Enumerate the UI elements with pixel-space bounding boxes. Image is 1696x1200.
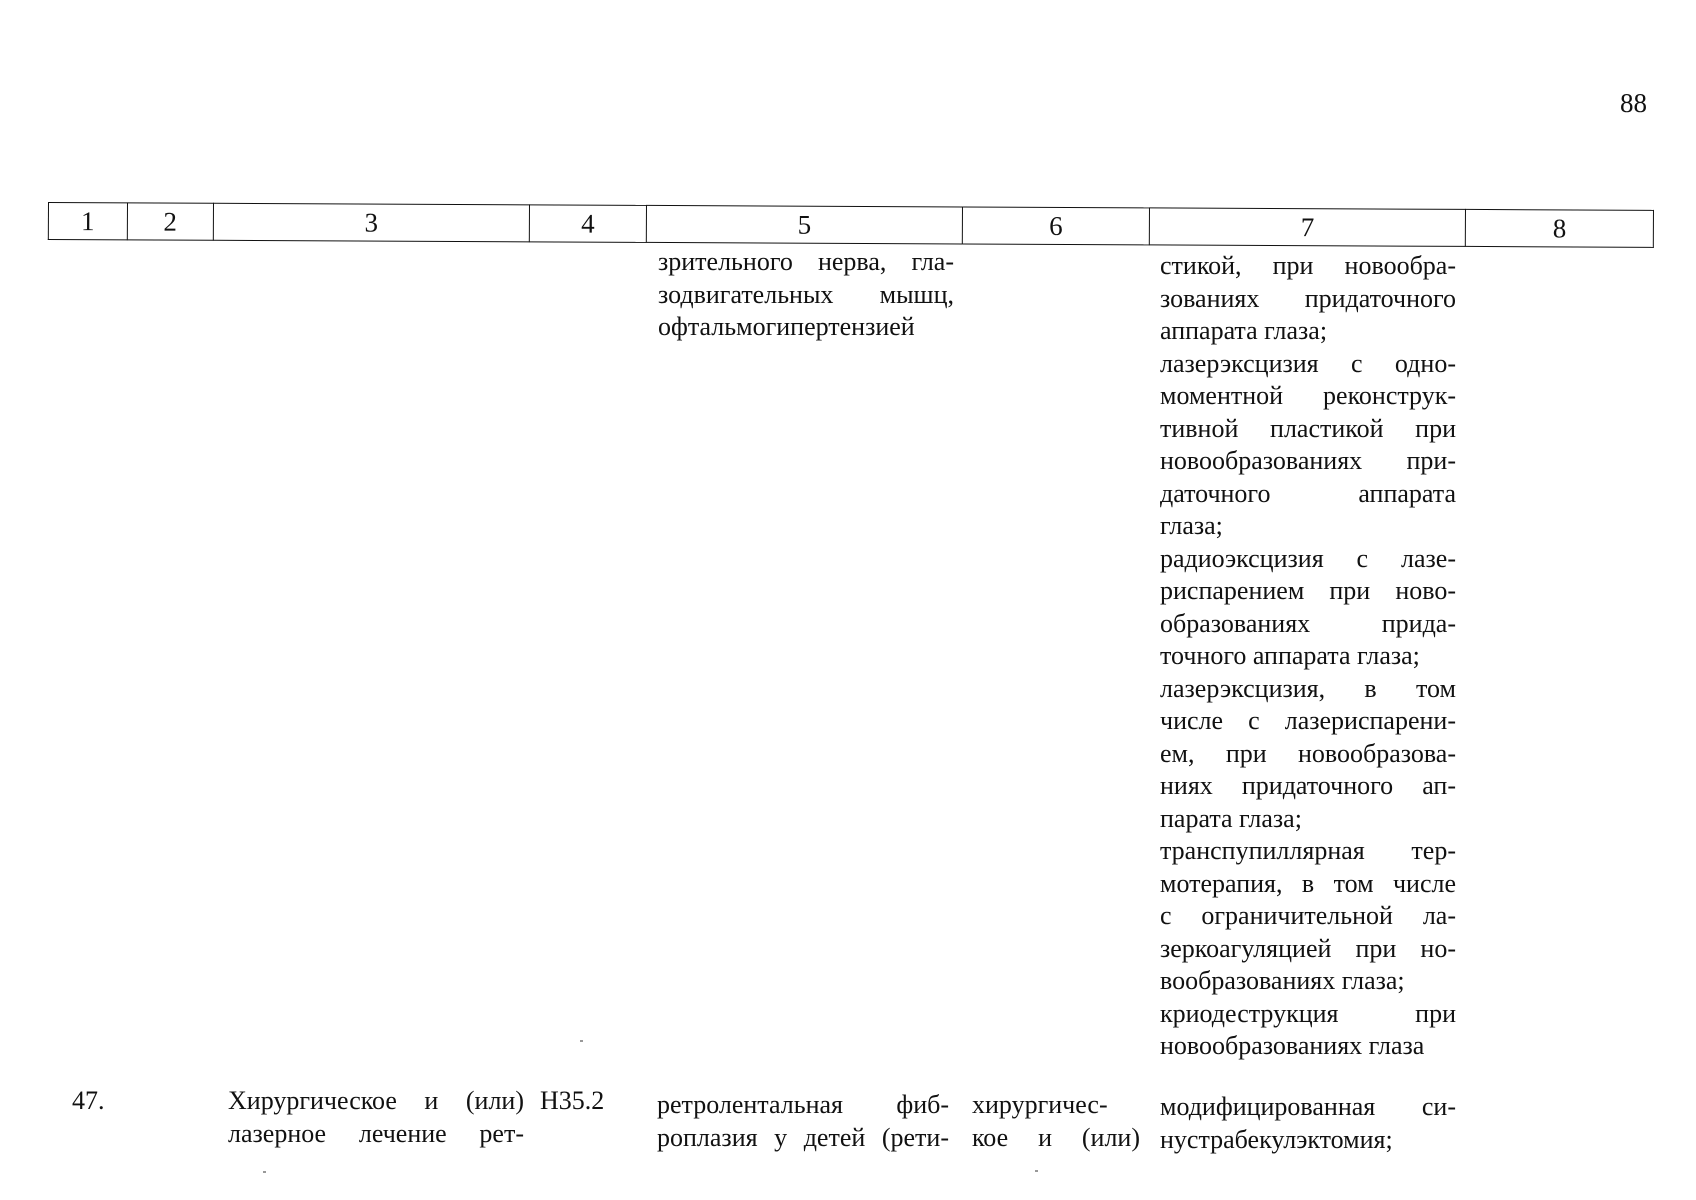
text-line: лазерное лечение рет- <box>228 1118 524 1148</box>
row-47-diagnosis-cell <box>657 1089 949 1154</box>
header-col-1: 1 <box>48 203 127 240</box>
text-line: риспарением при ново- <box>1160 576 1456 605</box>
row-47-treatment-method-cell <box>1160 1091 1456 1156</box>
text-line: стикой, при новообра- <box>1160 251 1456 280</box>
continuation-diagnosis-cell <box>658 246 954 344</box>
text-line: зованиях придаточного <box>1160 283 1456 313</box>
scan-speck <box>580 1040 583 1042</box>
text-line: тивной пластикой при <box>1160 413 1456 443</box>
row-47-icd-code: H35.2 <box>540 1086 605 1115</box>
column-number-header <box>48 202 1654 248</box>
header-col-4: 4 <box>529 205 646 243</box>
text-line: образованиях прида- <box>1160 608 1456 638</box>
text-line: мотерапия, в том числе <box>1160 868 1456 898</box>
text-line: моментной реконструк- <box>1160 381 1456 410</box>
scan-speck <box>263 1171 266 1173</box>
page-number: 88 <box>1620 88 1647 118</box>
text-line: хирургичес- <box>972 1090 1108 1119</box>
text-line: зеркоагуляцией при но- <box>1160 933 1456 963</box>
text-line: ем, при новообразова- <box>1160 738 1456 768</box>
text-line: модифицированная си- <box>1160 1092 1456 1121</box>
header-col-7: 7 <box>1149 208 1466 247</box>
text-line: ниях придаточного ап- <box>1160 771 1456 800</box>
text-line: числе с лазериспарени- <box>1160 706 1456 735</box>
header-col-3: 3 <box>213 203 530 242</box>
text-line: новообразованиях при- <box>1160 446 1456 475</box>
text-line: глаза; <box>1160 511 1223 540</box>
scan-speck <box>1035 1170 1038 1172</box>
text-line: Хирургическое и (или) <box>228 1086 524 1115</box>
header-col-8: 8 <box>1466 209 1654 247</box>
text-line: роплазия у детей (рети- <box>657 1122 949 1152</box>
text-line: нустрабекулэктомия; <box>1160 1124 1393 1154</box>
text-line: с ограничительной ла- <box>1160 901 1456 930</box>
text-line: вообразованиях глаза; <box>1160 966 1405 995</box>
header-col-6: 6 <box>963 207 1150 245</box>
continuation-treatment-method-cell <box>1160 250 1456 1063</box>
text-line: зрительного нерва, гла- <box>658 247 954 276</box>
text-line: криодеструкция при <box>1160 998 1456 1028</box>
text-line: новообразованиях глаза <box>1160 1031 1425 1060</box>
text-line: транспупиллярная тер- <box>1160 836 1456 865</box>
row-47-number: 47. <box>72 1086 105 1115</box>
text-line: зодвигательных мышц, <box>658 279 954 309</box>
text-line: радиоэксцизия с лазе- <box>1160 543 1456 573</box>
text-line: кое и (или) <box>972 1122 1140 1152</box>
text-line: офтальмогипертензией <box>658 312 915 341</box>
header-col-2: 2 <box>127 203 213 240</box>
row-47-treatment-type-cell <box>972 1089 1140 1154</box>
text-line: даточного аппарата <box>1160 478 1456 508</box>
text-line: парата глаза; <box>1160 803 1302 833</box>
text-line: аппарата глаза; <box>1160 316 1328 345</box>
text-line: ретролентальная фиб- <box>657 1090 949 1119</box>
header-col-5: 5 <box>646 205 963 244</box>
text-line: лазерэксцизия с одно- <box>1160 348 1456 378</box>
row-47-care-type-cell <box>228 1085 524 1150</box>
text-line: точного аппарата глаза; <box>1160 641 1420 670</box>
text-line: лазерэксцизия, в том <box>1160 673 1456 703</box>
